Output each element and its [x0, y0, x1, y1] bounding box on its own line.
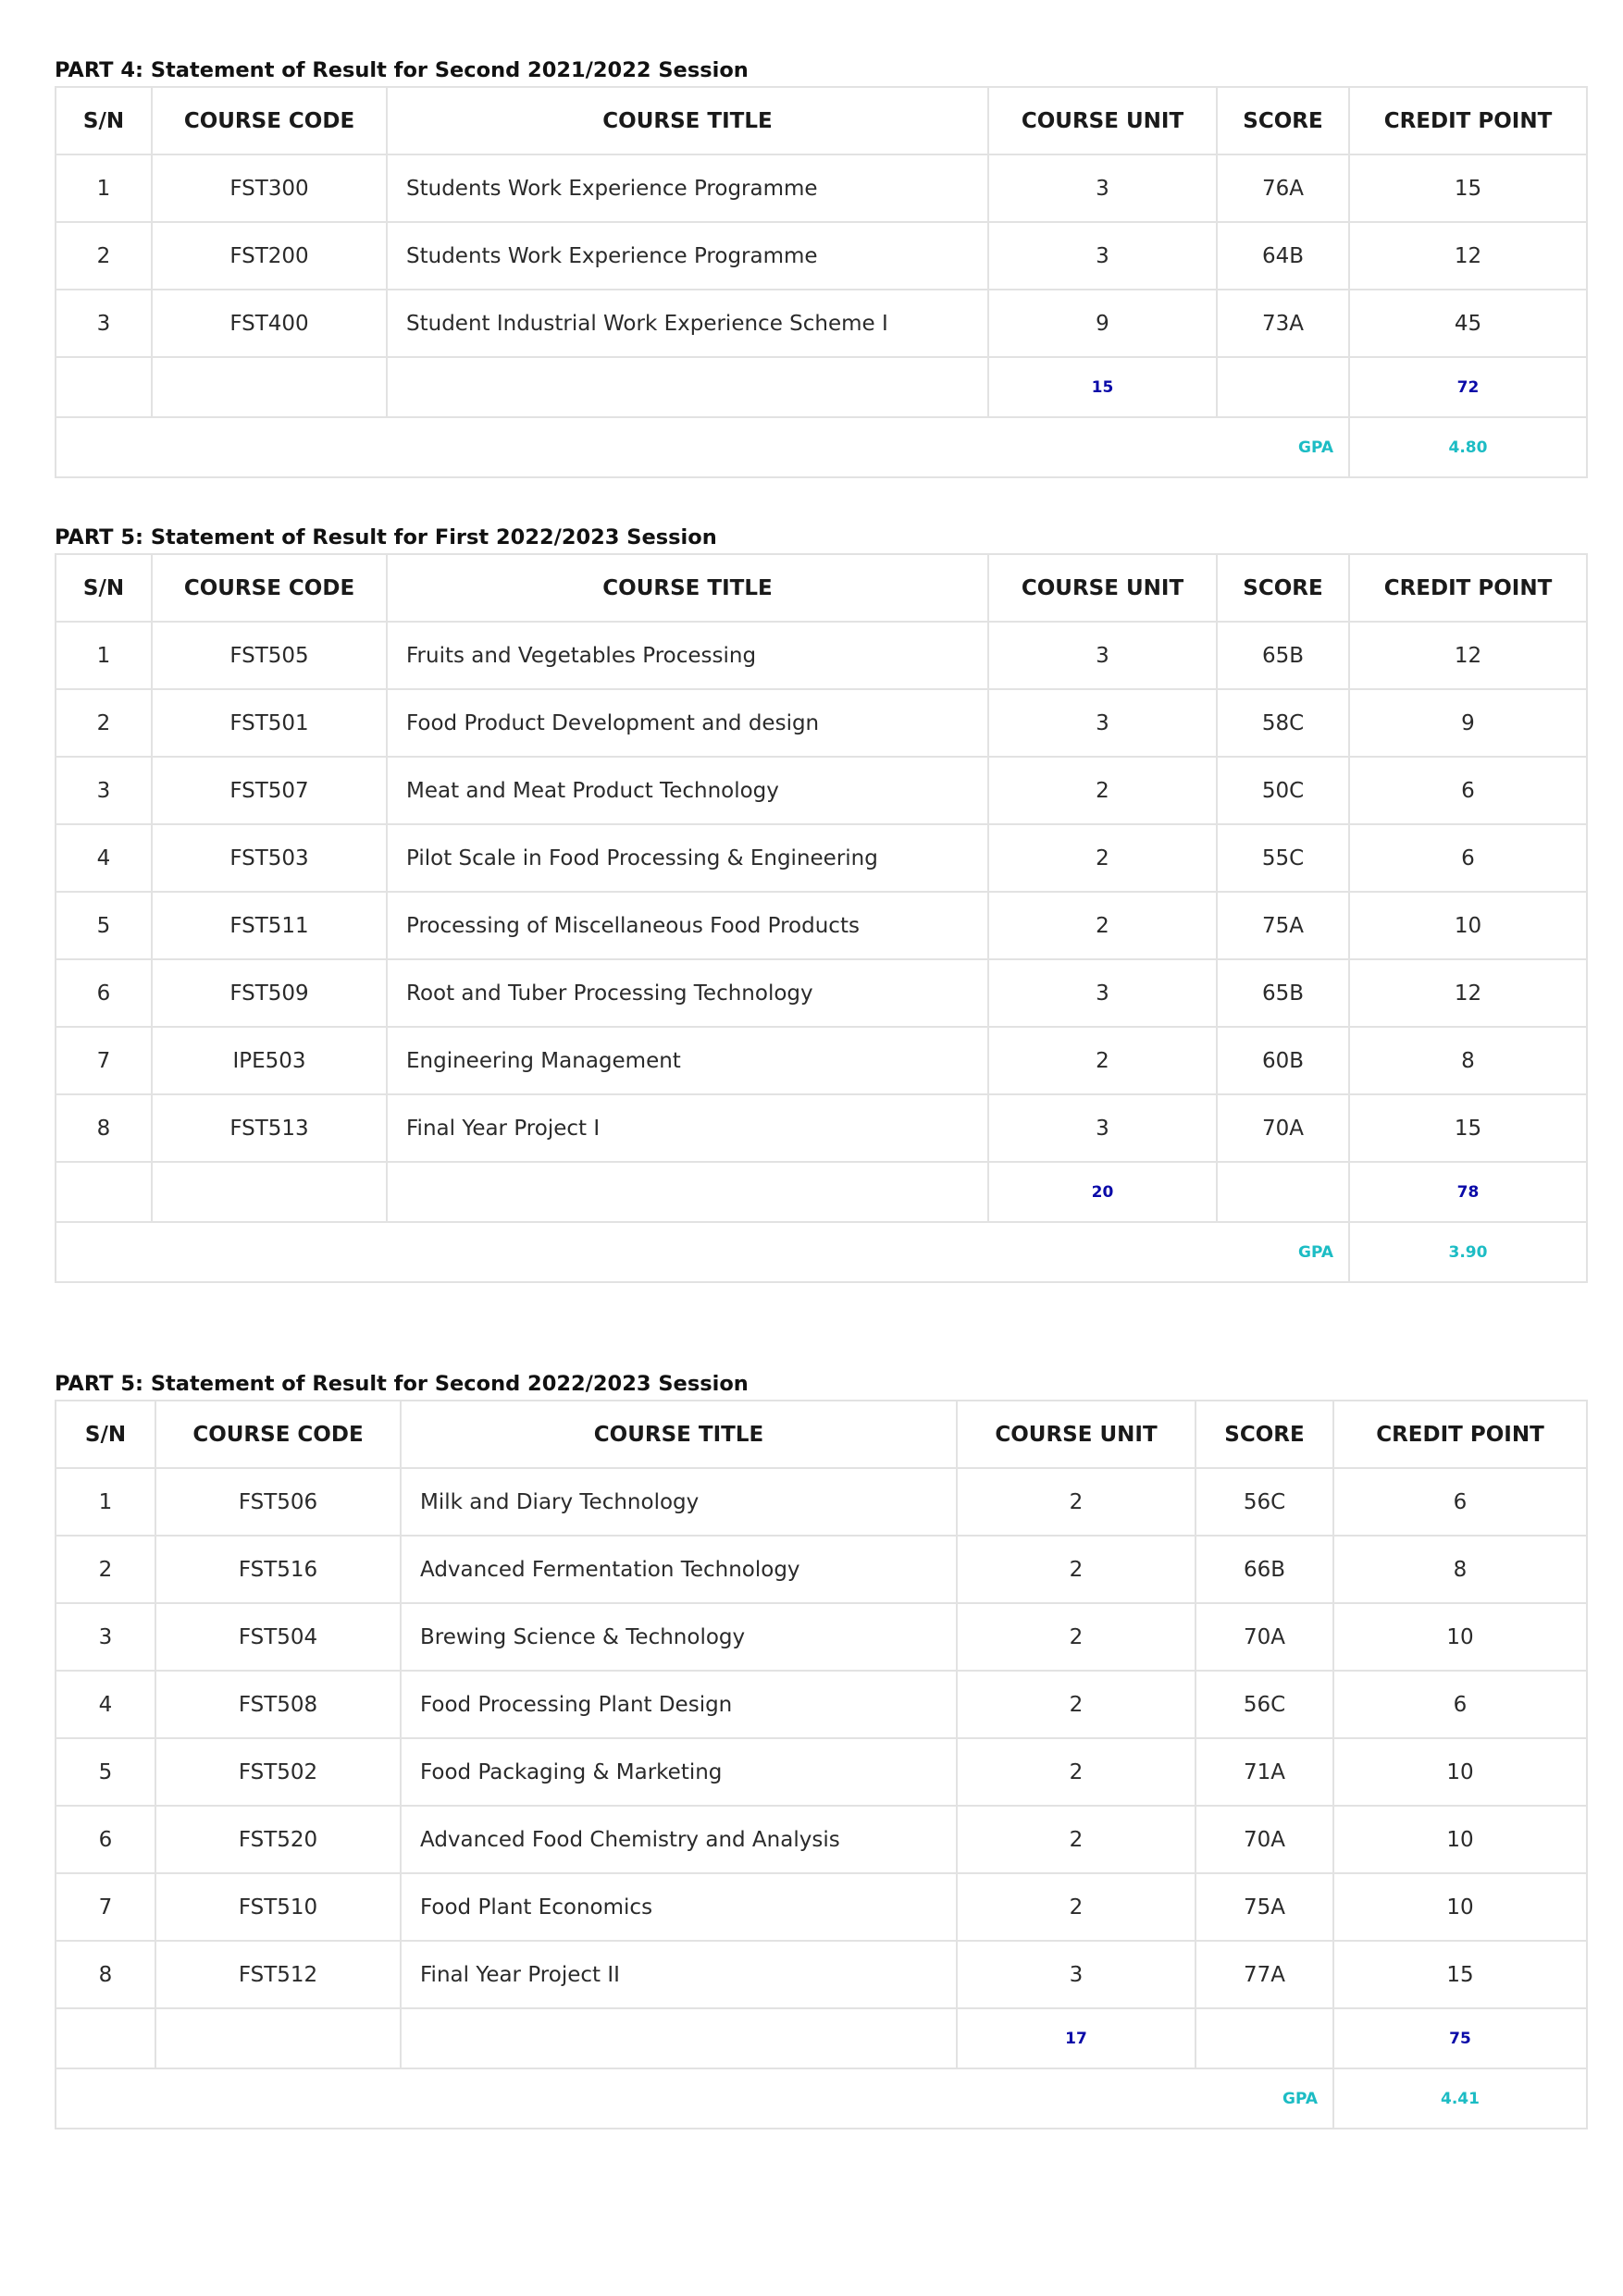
cell-course-code: FST400 — [152, 290, 387, 357]
cell-course-unit: 3 — [988, 959, 1217, 1027]
cell-course-title: Fruits and Vegetables Processing — [387, 622, 988, 689]
cell-score: 70A — [1196, 1806, 1333, 1873]
cell-sn: 1 — [56, 154, 152, 222]
cell-sn: 2 — [56, 1536, 155, 1603]
cell-course-title: Milk and Diary Technology — [401, 1468, 957, 1536]
cell-credit-point: 6 — [1333, 1468, 1587, 1536]
cell-course-code: FST502 — [155, 1738, 401, 1806]
cell-credit-point: 10 — [1333, 1603, 1587, 1671]
table-header-row — [56, 1401, 1587, 1468]
header-course-title: COURSE TITLE — [387, 554, 988, 622]
cell-course-title: Meat and Meat Product Technology — [387, 757, 988, 824]
header-sn: S/N — [56, 554, 152, 622]
cell-course-code: FST512 — [155, 1941, 401, 2008]
total-credit-points: 75 — [1333, 2008, 1587, 2068]
gpa-row — [56, 2068, 1587, 2129]
cell-score: 75A — [1196, 1873, 1333, 1941]
gpa-row — [56, 1222, 1587, 1282]
cell-credit-point: 6 — [1349, 824, 1587, 892]
cell-course-code: FST501 — [152, 689, 387, 757]
cell-course-title: Food Product Development and design — [387, 689, 988, 757]
cell-course-code: FST516 — [155, 1536, 401, 1603]
totals-row — [56, 2008, 1587, 2068]
cell-score: 75A — [1217, 892, 1349, 959]
cell-course-unit: 3 — [988, 689, 1217, 757]
table-row — [56, 892, 1587, 959]
table-row — [56, 757, 1587, 824]
cell-sn: 1 — [56, 622, 152, 689]
header-course-title: COURSE TITLE — [387, 87, 988, 154]
total-credit-points: 72 — [1349, 357, 1587, 417]
header-course-code: COURSE CODE — [152, 87, 387, 154]
cell-course-code: IPE503 — [152, 1027, 387, 1094]
cell-course-unit: 3 — [988, 1094, 1217, 1162]
cell-credit-point: 8 — [1349, 1027, 1587, 1094]
cell-sn: 2 — [56, 689, 152, 757]
table-row — [56, 689, 1587, 757]
table-row — [56, 1941, 1587, 2008]
table-row — [56, 1536, 1587, 1603]
cell-score: 50C — [1217, 757, 1349, 824]
result-section-part5-first — [55, 522, 1586, 1283]
gpa-label: GPA — [56, 2068, 1333, 2129]
section-title: PART 5: Statement of Result for First 2022/2023 Session — [55, 525, 717, 549]
header-score: SCORE — [1217, 87, 1349, 154]
cell-credit-point: 9 — [1349, 689, 1587, 757]
cell-course-title: Advanced Food Chemistry and Analysis — [401, 1806, 957, 1873]
table-row — [56, 1094, 1587, 1162]
header-course-title: COURSE TITLE — [401, 1401, 957, 1468]
cell-sn: 7 — [56, 1027, 152, 1094]
cell-course-code: FST504 — [155, 1603, 401, 1671]
section-title: PART 5: Statement of Result for Second 2022/2023 Session — [55, 1372, 749, 1396]
cell-score: 76A — [1217, 154, 1349, 222]
cell-credit-point: 8 — [1333, 1536, 1587, 1603]
cell-credit-point: 10 — [1333, 1738, 1587, 1806]
cell-score: 70A — [1217, 1094, 1349, 1162]
cell-score: 71A — [1196, 1738, 1333, 1806]
cell-credit-point: 6 — [1333, 1671, 1587, 1738]
cell-course-unit: 3 — [988, 622, 1217, 689]
result-table — [55, 86, 1588, 478]
table-header-row — [56, 87, 1587, 154]
cell-course-title: Engineering Management — [387, 1027, 988, 1094]
cell-course-title: Final Year Project II — [401, 1941, 957, 2008]
cell-course-unit: 2 — [957, 1671, 1196, 1738]
cell-course-code: FST300 — [152, 154, 387, 222]
cell-course-title: Final Year Project I — [387, 1094, 988, 1162]
cell-course-unit: 2 — [957, 1873, 1196, 1941]
cell-course-title: Food Processing Plant Design — [401, 1671, 957, 1738]
cell-course-unit: 2 — [957, 1806, 1196, 1873]
total-credit-points: 78 — [1349, 1162, 1587, 1222]
cell-score: 55C — [1217, 824, 1349, 892]
cell-course-code: FST506 — [155, 1468, 401, 1536]
cell-credit-point: 12 — [1349, 222, 1587, 290]
cell-course-title: Processing of Miscellaneous Food Products — [387, 892, 988, 959]
header-course-unit: COURSE UNIT — [988, 87, 1217, 154]
cell-course-unit: 2 — [988, 892, 1217, 959]
table-row — [56, 622, 1587, 689]
cell-score: 64B — [1217, 222, 1349, 290]
gpa-label: GPA — [56, 1222, 1349, 1282]
result-section-part5-second — [55, 1368, 1586, 2129]
result-table — [55, 553, 1588, 1283]
cell-course-code: FST507 — [152, 757, 387, 824]
cell-course-unit: 2 — [988, 824, 1217, 892]
cell-course-title: Pilot Scale in Food Processing & Engineering — [387, 824, 988, 892]
cell-sn: 8 — [56, 1941, 155, 2008]
cell-course-title: Students Work Experience Programme — [387, 154, 988, 222]
cell-sn: 3 — [56, 757, 152, 824]
cell-course-title: Food Plant Economics — [401, 1873, 957, 1941]
cell-course-unit: 3 — [988, 154, 1217, 222]
cell-score: 65B — [1217, 622, 1349, 689]
cell-course-code: FST520 — [155, 1806, 401, 1873]
cell-sn: 8 — [56, 1094, 152, 1162]
cell-score: 65B — [1217, 959, 1349, 1027]
header-course-code: COURSE CODE — [152, 554, 387, 622]
header-score: SCORE — [1196, 1401, 1333, 1468]
cell-sn: 5 — [56, 1738, 155, 1806]
table-row — [56, 1738, 1587, 1806]
cell-sn: 6 — [56, 959, 152, 1027]
cell-credit-point: 10 — [1349, 892, 1587, 959]
cell-course-unit: 2 — [957, 1738, 1196, 1806]
cell-course-title: Food Packaging & Marketing — [401, 1738, 957, 1806]
section-title: PART 4: Statement of Result for Second 2021/2022 Session — [55, 58, 749, 82]
table-row — [56, 1027, 1587, 1094]
cell-score: 58C — [1217, 689, 1349, 757]
cell-course-unit: 9 — [988, 290, 1217, 357]
cell-course-code: FST510 — [155, 1873, 401, 1941]
cell-score: 73A — [1217, 290, 1349, 357]
cell-course-title: Student Industrial Work Experience Scheme I — [387, 290, 988, 357]
gpa-value: 4.80 — [1349, 417, 1587, 477]
gpa-label: GPA — [56, 417, 1349, 477]
header-credit-point: CREDIT POINT — [1349, 87, 1587, 154]
cell-course-unit: 2 — [988, 1027, 1217, 1094]
cell-sn: 2 — [56, 222, 152, 290]
cell-sn: 5 — [56, 892, 152, 959]
cell-credit-point: 12 — [1349, 959, 1587, 1027]
cell-score: 70A — [1196, 1603, 1333, 1671]
cell-course-code: FST200 — [152, 222, 387, 290]
cell-credit-point: 10 — [1333, 1806, 1587, 1873]
cell-credit-point: 45 — [1349, 290, 1587, 357]
cell-course-code: FST511 — [152, 892, 387, 959]
cell-course-title: Students Work Experience Programme — [387, 222, 988, 290]
table-row — [56, 1468, 1587, 1536]
cell-credit-point: 6 — [1349, 757, 1587, 824]
cell-score: 77A — [1196, 1941, 1333, 2008]
table-row — [56, 1806, 1587, 1873]
table-row — [56, 154, 1587, 222]
cell-score: 56C — [1196, 1468, 1333, 1536]
cell-sn: 4 — [56, 824, 152, 892]
cell-course-unit: 3 — [957, 1941, 1196, 2008]
table-header-row — [56, 554, 1587, 622]
total-units: 15 — [988, 357, 1217, 417]
cell-course-title: Root and Tuber Processing Technology — [387, 959, 988, 1027]
table-row — [56, 1671, 1587, 1738]
cell-sn: 3 — [56, 290, 152, 357]
cell-sn: 7 — [56, 1873, 155, 1941]
totals-row — [56, 357, 1587, 417]
cell-credit-point: 10 — [1333, 1873, 1587, 1941]
header-credit-point: CREDIT POINT — [1333, 1401, 1587, 1468]
cell-sn: 4 — [56, 1671, 155, 1738]
table-row — [56, 222, 1587, 290]
cell-course-code: FST505 — [152, 622, 387, 689]
header-credit-point: CREDIT POINT — [1349, 554, 1587, 622]
table-row — [56, 824, 1587, 892]
cell-credit-point: 15 — [1349, 154, 1587, 222]
header-sn: S/N — [56, 87, 152, 154]
cell-course-code: FST513 — [152, 1094, 387, 1162]
cell-course-unit: 2 — [957, 1603, 1196, 1671]
gpa-row — [56, 417, 1587, 477]
cell-course-title: Brewing Science & Technology — [401, 1603, 957, 1671]
cell-course-title: Advanced Fermentation Technology — [401, 1536, 957, 1603]
header-course-unit: COURSE UNIT — [988, 554, 1217, 622]
header-course-code: COURSE CODE — [155, 1401, 401, 1468]
table-row — [56, 959, 1587, 1027]
cell-score: 56C — [1196, 1671, 1333, 1738]
cell-credit-point: 12 — [1349, 622, 1587, 689]
totals-row — [56, 1162, 1587, 1222]
cell-score: 66B — [1196, 1536, 1333, 1603]
cell-course-code: FST508 — [155, 1671, 401, 1738]
gpa-value: 3.90 — [1349, 1222, 1587, 1282]
cell-sn: 6 — [56, 1806, 155, 1873]
header-sn: S/N — [56, 1401, 155, 1468]
cell-course-code: FST509 — [152, 959, 387, 1027]
table-row — [56, 290, 1587, 357]
header-course-unit: COURSE UNIT — [957, 1401, 1196, 1468]
total-units: 20 — [988, 1162, 1217, 1222]
cell-course-code: FST503 — [152, 824, 387, 892]
cell-credit-point: 15 — [1349, 1094, 1587, 1162]
cell-score: 60B — [1217, 1027, 1349, 1094]
cell-course-unit: 2 — [957, 1468, 1196, 1536]
table-row — [56, 1873, 1587, 1941]
result-section-part4 — [55, 55, 1586, 478]
cell-course-unit: 2 — [957, 1536, 1196, 1603]
total-units: 17 — [957, 2008, 1196, 2068]
result-table — [55, 1400, 1588, 2129]
cell-sn: 3 — [56, 1603, 155, 1671]
gpa-value: 4.41 — [1333, 2068, 1587, 2129]
table-row — [56, 1603, 1587, 1671]
header-score: SCORE — [1217, 554, 1349, 622]
cell-course-unit: 3 — [988, 222, 1217, 290]
cell-credit-point: 15 — [1333, 1941, 1587, 2008]
cell-course-unit: 2 — [988, 757, 1217, 824]
cell-sn: 1 — [56, 1468, 155, 1536]
